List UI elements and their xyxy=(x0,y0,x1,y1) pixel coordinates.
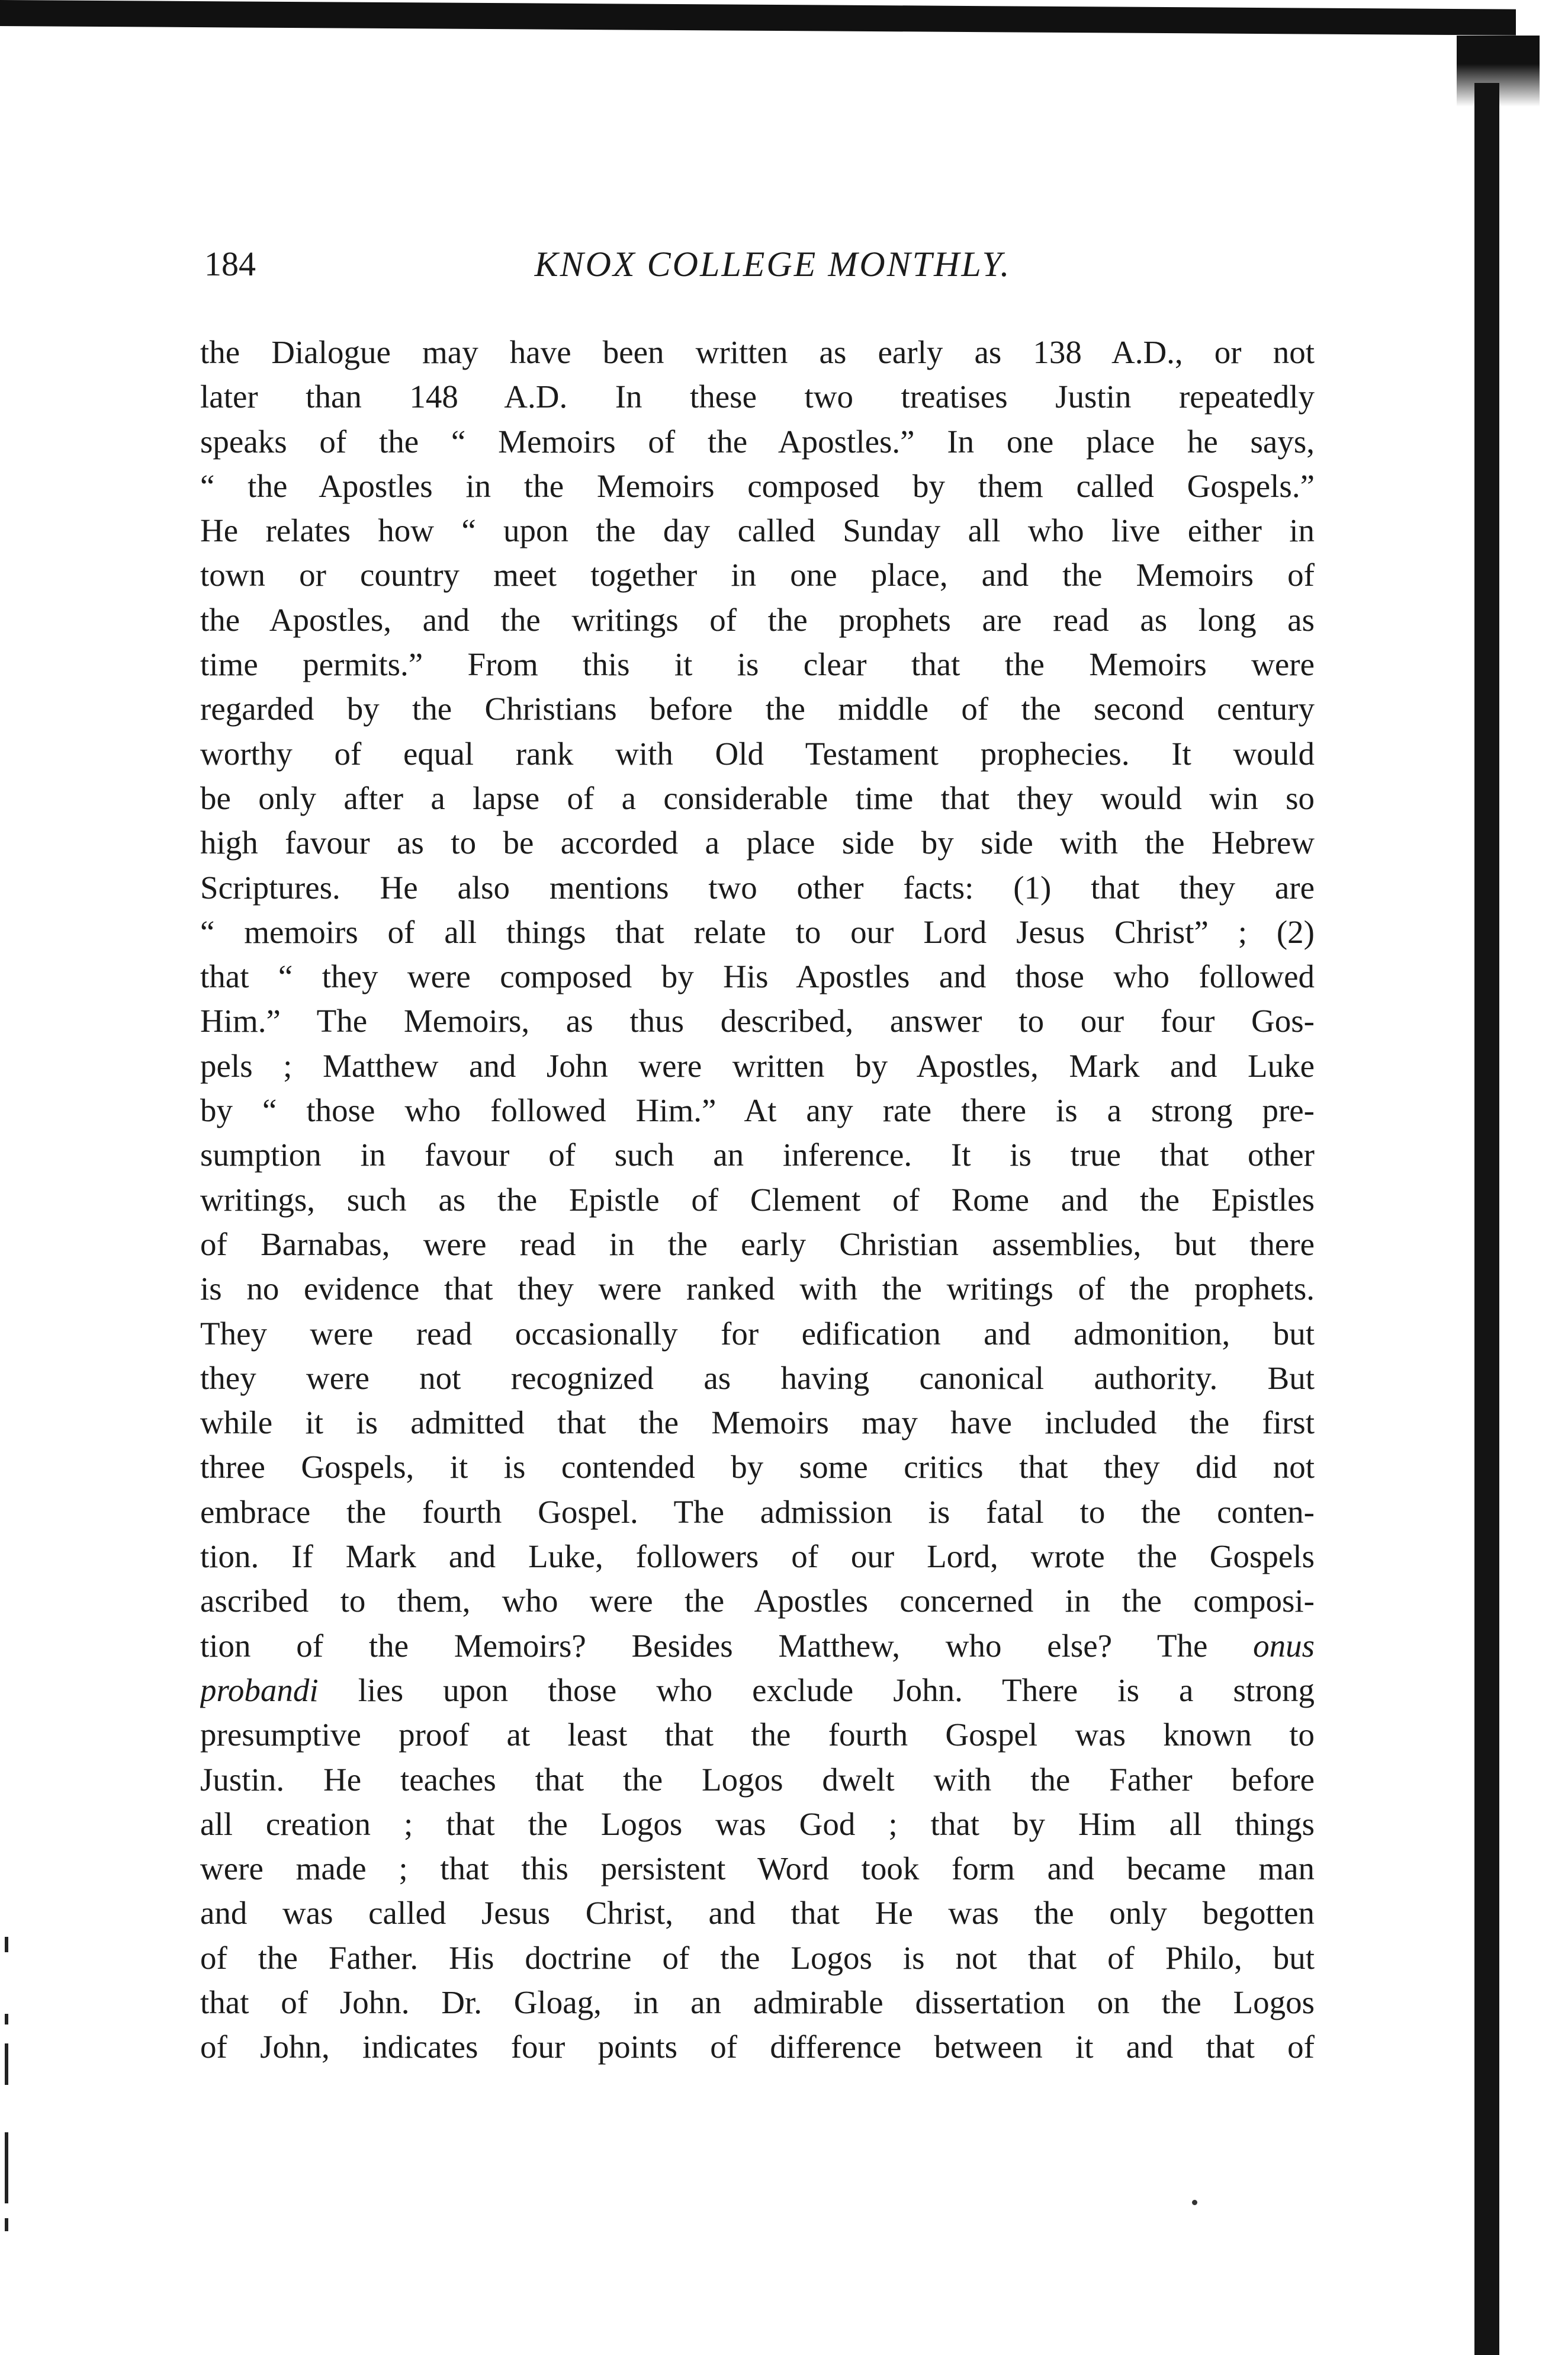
scan-speck xyxy=(5,1937,8,1952)
text-segment: tion of the Memoirs? Besides Matthew, who else? The xyxy=(200,1627,1208,1664)
text-line: town or country meet together in one place, and the Memoirs of xyxy=(200,557,1315,593)
text-line: embrace the fourth Gospel. The admission is fatal to the conten- xyxy=(200,1493,1315,1530)
body-text xyxy=(200,330,1315,2070)
text-line-with-italic xyxy=(200,1668,1315,1712)
text-line: worthy of equal rank with Old Testament prophecies. It would xyxy=(200,735,1315,772)
text-line: the Dialogue may have been written as early as 138 A.D., or not xyxy=(200,334,1315,370)
text-line: high favour as to be accorded a place side by side with the Hebrew xyxy=(200,824,1315,861)
text-line: of the Father. His doctrine of the Logos is not that of Philo, but xyxy=(200,1939,1315,1976)
text-line: sumption in favour of such an inference. It is true that other xyxy=(200,1137,1315,1173)
text-line: and was called Jesus Christ, and that He was the only begotten xyxy=(200,1895,1315,1932)
text-line: ascribed to them, who were the Apostles concerned in the composi- xyxy=(200,1583,1315,1619)
running-header xyxy=(204,244,1318,291)
italic-word-probandi: probandi xyxy=(200,1671,319,1708)
text-line: the Apostles, and the writings of the prophets are read as long as xyxy=(200,601,1315,638)
text-line: while it is admitted that the Memoirs may have included the first xyxy=(200,1404,1315,1441)
text-line: regarded by the Christians before the middle of the second century xyxy=(200,691,1315,727)
text-line: “ memoirs of all things that relate to our Lord Jesus Christ” ; (2) xyxy=(200,913,1315,950)
journal-title: KNOX COLLEGE MONTHLY. xyxy=(534,245,1011,284)
text-line: all creation ; that the Logos was God ; that by Him all things xyxy=(200,1805,1315,1842)
text-segment: lies upon those who exclude John. There is a strong xyxy=(358,1671,1315,1708)
text-line: time permits.” From this it is clear that the Memoirs were xyxy=(200,646,1315,683)
text-line: that “ they were composed by His Apostles and those who followed xyxy=(200,958,1315,995)
text-line: later than 148 A.D. In these two treatises Justin repeatedly xyxy=(200,378,1315,415)
text-line: speaks of the “ Memoirs of the Apostles.” In one place he says, xyxy=(200,423,1315,460)
text-line: “ the Apostles in the Memoirs composed by them called Gospels.” xyxy=(200,467,1315,504)
italic-word-onus: onus xyxy=(1253,1627,1315,1664)
scan-speck xyxy=(5,2043,8,2085)
text-line: Him.” The Memoirs, as thus described, answer to our four Gos- xyxy=(200,1003,1315,1039)
text-line: tion. If Mark and Luke, followers of our Lord, wrote the Gospels xyxy=(200,1538,1315,1575)
text-line: Justin. He teaches that the Logos dwelt with the Father before xyxy=(200,1761,1315,1798)
text-line: of John, indicates four points of difference between it and that of xyxy=(200,2029,1315,2065)
text-line: be only after a lapse of a considerable time that they would win so xyxy=(200,779,1315,816)
text-line: by “ those who followed Him.” At any rate there is a strong pre- xyxy=(200,1092,1315,1129)
scan-speck xyxy=(5,2014,8,2024)
text-line: is no evidence that they were ranked with the writings of the prophets. xyxy=(200,1270,1315,1307)
text-line: writings, such as the Epistle of Clement of Rome and the Epistles xyxy=(200,1181,1315,1218)
top-scan-rule xyxy=(0,0,1516,36)
text-line: were made ; that this persistent Word took form and became man xyxy=(200,1850,1315,1887)
text-line: three Gospels, it is contended by some critics that they did not xyxy=(200,1449,1315,1485)
text-line: He relates how “ upon the day called Sunday all who live either in xyxy=(200,512,1315,549)
scan-speck xyxy=(5,2218,8,2231)
text-line: pels ; Matthew and John were written by Apostles, Mark and Luke xyxy=(200,1047,1315,1084)
text-line: presumptive proof at least that the fourth Gospel was known to xyxy=(200,1716,1315,1753)
text-line: they were not recognized as having canonical authority. But xyxy=(200,1359,1315,1396)
text-line: of Barnabas, were read in the early Christian assemblies, but there xyxy=(200,1225,1315,1262)
text-line-with-italic xyxy=(200,1624,1315,1668)
text-line: Scriptures. He also mentions two other facts: (1) that they are xyxy=(200,869,1315,906)
scan-speck xyxy=(5,2132,8,2203)
scan-dot xyxy=(1192,2200,1197,2205)
text-line: They were read occasionally for edification and admonition, but xyxy=(200,1315,1315,1352)
page-number: 184 xyxy=(204,245,256,283)
right-scan-border xyxy=(1474,83,1499,2355)
text-line: that of John. Dr. Gloag, in an admirable dissertation on the Logos xyxy=(200,1984,1315,2020)
